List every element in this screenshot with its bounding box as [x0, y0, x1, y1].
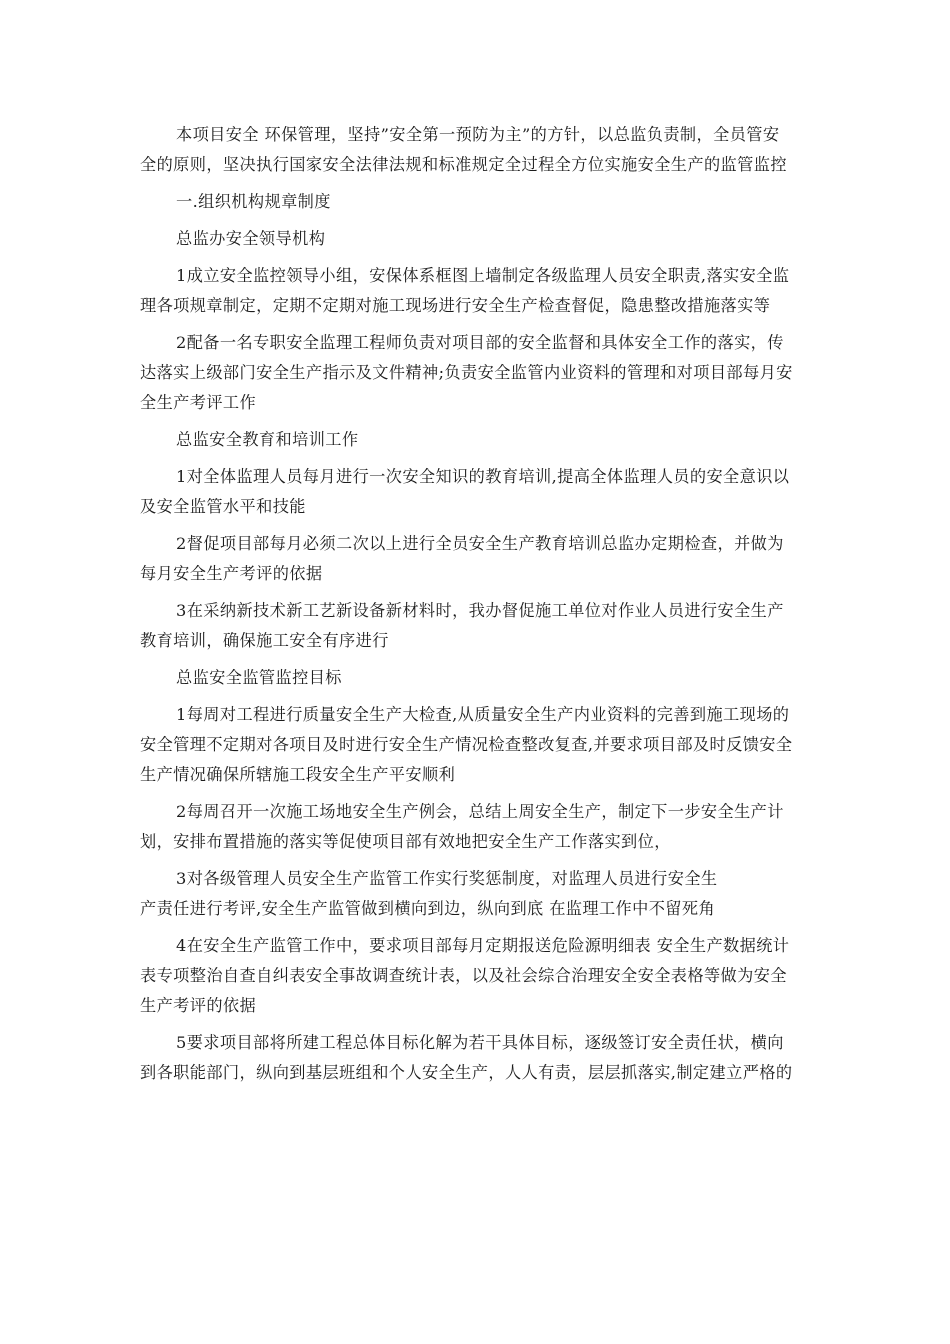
text-line: 5要求项目部将所建工程总体目标化解为若干具体目标，逐级签订安全责任状，横向: [176, 1033, 784, 1052]
text-line: 生产考评的依据: [140, 996, 257, 1015]
text-line: 总监安全教育和培训工作: [176, 430, 359, 449]
text-line: 每月安全生产考评的依据: [140, 564, 323, 583]
paragraph: [140, 120, 816, 180]
paragraph: [140, 864, 816, 924]
text-line: 全的原则，坚决执行国家安全法律法规和标准规定全过程全方位实施安全生产的监管监控: [140, 155, 787, 174]
text-line: 生产情况确保所辖施工段安全生产平安顺利: [140, 765, 456, 784]
text-line: 1对全体监理人员每月进行一次安全知识的教育培训,提高全体监理人员的安全意识以: [176, 467, 790, 486]
text-line: 理各项规章制定，定期不定期对施工现场进行安全生产检查督促，隐患整改措施落实等: [140, 296, 771, 315]
text-line: 全生产考评工作: [140, 393, 257, 412]
text-line: 表专项整治自查自纠表安全事故调查统计表，以及社会综合治理安全安全表格等做为安全: [140, 966, 787, 985]
document-body: [140, 120, 816, 1095]
text-line: 4在安全生产监管工作中，要求项目部每月定期报送危险源明细表 安全生产数据统计: [176, 936, 790, 955]
paragraph: [140, 931, 816, 1021]
text-line: 教育培训，确保施工安全有序进行: [140, 631, 389, 650]
paragraph: [140, 328, 816, 418]
text-line: 本项目安全 环保管理，坚持”安全第一预防为主”的方针，以总监负责制，全员管安: [176, 125, 780, 144]
text-line: 2督促项目部每月必须二次以上进行全员安全生产教育培训总监办定期检查，并做为: [176, 534, 784, 553]
paragraph: [140, 1028, 816, 1088]
subsection-heading: [140, 224, 816, 254]
text-line: 达落实上级部门安全生产指示及文件精神;负责安全监管内业资料的管理和对项目部每月安: [140, 363, 793, 382]
text-line: 总监安全监管监控目标: [176, 668, 342, 687]
subsection-heading: [140, 663, 816, 693]
paragraph: [140, 700, 816, 790]
text-line: 1每周对工程进行质量安全生产大检查,从质量安全生产内业资料的完善到施工现场的: [176, 705, 790, 724]
text-line: 1成立安全监控领导小组，安保体系框图上墙制定各级监理人员安全职责,落实安全监: [176, 266, 790, 285]
text-line: 及安全监管水平和技能: [140, 497, 306, 516]
text-line: 2配备一名专职安全监理工程师负责对项目部的安全监督和具体安全工作的落实，传: [176, 333, 784, 352]
subsection-heading: [140, 425, 816, 455]
paragraph: [140, 529, 816, 589]
paragraph: [140, 462, 816, 522]
text-line: 一.组织机构规章制度: [176, 192, 331, 211]
paragraph: [140, 797, 816, 857]
paragraph: [140, 261, 816, 321]
text-line: 产责任进行考评,安全生产监管做到横向到边，纵向到底 在监理工作中不留死角: [140, 899, 716, 918]
text-line: 3对各级管理人员安全生产监管工作实行奖惩制度，对监理人员进行安全生: [176, 869, 718, 888]
section-heading: [140, 187, 816, 217]
paragraph: [140, 596, 816, 656]
text-line: 划，安排布置措施的落实等促使项目部有效地把安全生产工作落实到位，: [140, 832, 671, 851]
text-line: 2每周召开一次施工场地安全生产例会，总结上周安全生产，制定下一步安全生产计: [176, 802, 784, 821]
text-line: 3在采纳新技术新工艺新设备新材料时，我办督促施工单位对作业人员进行安全生产: [176, 601, 784, 620]
text-line: 到各职能部门，纵向到基层班组和个人安全生产，人人有责，层层抓落实,制定建立严格的: [140, 1063, 793, 1082]
text-line: 安全管理不定期对各项目及时进行安全生产情况检查整改复查,并要求项目部及时反馈安全: [140, 735, 793, 754]
text-line: 总监办安全领导机构: [176, 229, 326, 248]
